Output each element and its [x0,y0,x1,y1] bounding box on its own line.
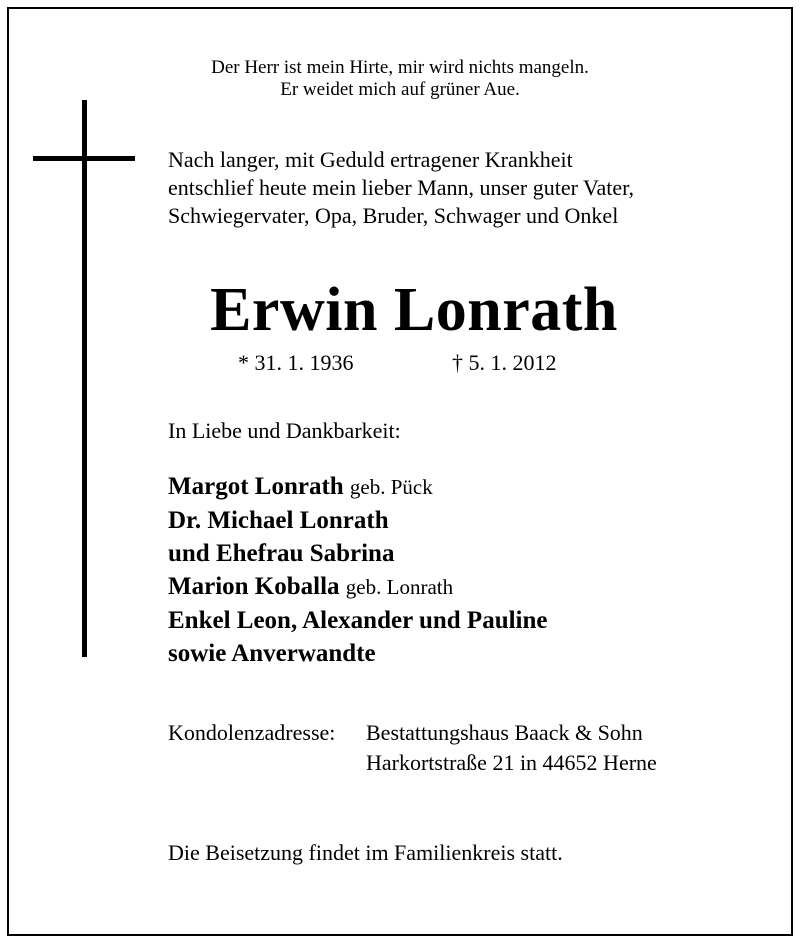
kondolenz-address [366,718,657,778]
deceased-name: Erwin Lonrath [210,276,618,344]
family-name: Margot Lonrath [168,473,344,500]
intro-line-1: Nach langer, mit Geduld ertragener Krankheit [168,147,573,172]
family-row: und Ehefrau Sabrina [168,540,395,567]
family-row: Enkel Leon, Alexander und Pauline [168,607,548,634]
kondolenz-line-2: Harkortstraße 21 in 44652 Herne [366,750,657,775]
intro-line-3: Schwiegervater, Opa, Bruder, Schwager und Onkel [168,203,619,228]
psalm-line-2: Er weidet mich auf grüner Aue. [280,79,520,100]
cross-icon [82,100,87,657]
beisetzung-line: Die Beisetzung findet im Familienkreis statt. [168,840,563,865]
intro-line-2: entschlief heute mein lieber Mann, unser guter Vater, [168,175,635,200]
birth-date: * 31. 1. 1936 [238,350,354,375]
death-date: † 5. 1. 2012 [452,350,557,375]
cross-icon-bar [33,156,135,161]
family-list [168,470,548,670]
family-row [168,570,548,604]
family-geb: geb. Lonrath [345,575,454,599]
family-geb: geb. Pück [349,475,433,499]
family-row: sowie Anverwandte [168,640,376,667]
kondolenz-label: Kondolenzadresse: [168,720,336,745]
kondolenz-line-1: Bestattungshaus Baack & Sohn [366,720,643,745]
family-row [168,470,548,504]
psalm-line-1: Der Herr ist mein Hirte, mir wird nichts mangeln. [211,57,589,78]
dankbarkeit-line: In Liebe und Dankbarkeit: [168,418,401,443]
family-row: Dr. Michael Lonrath [168,507,389,534]
family-name: Marion Koballa [168,573,340,600]
intro-text [168,146,634,230]
